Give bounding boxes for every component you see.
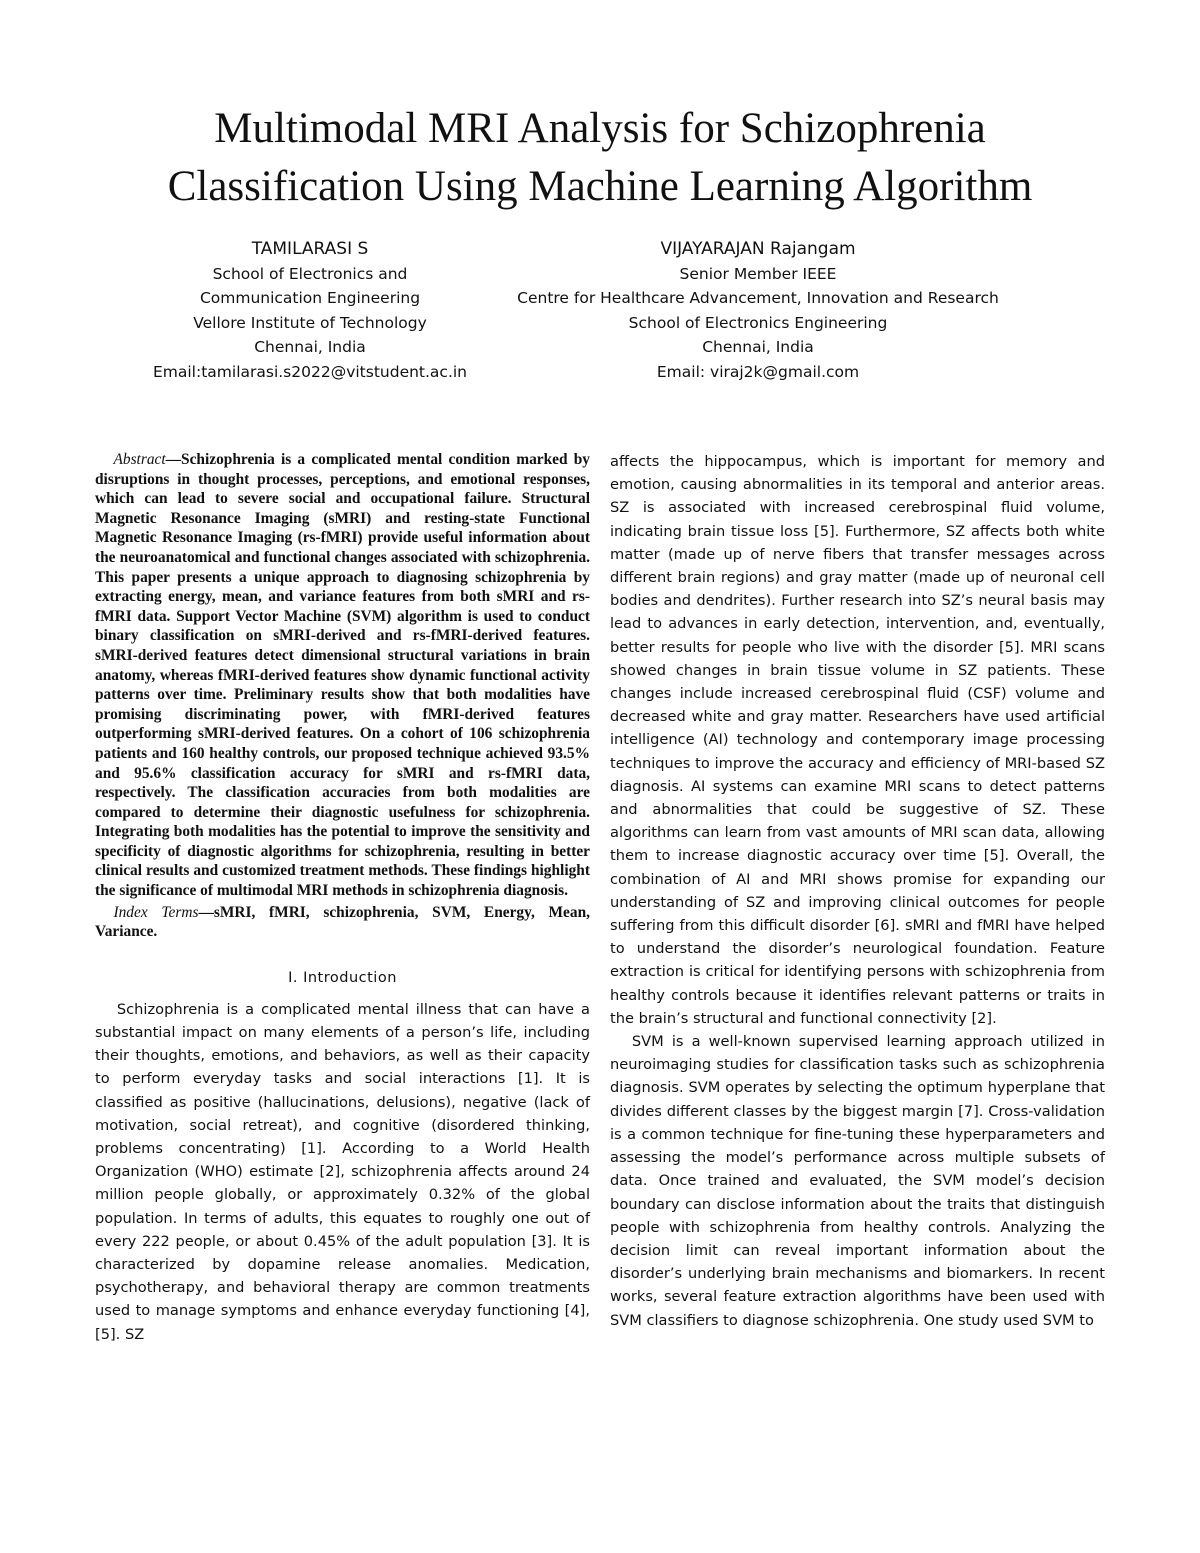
index-terms-body: —sMRI, fMRI, schizophrenia, SVM, Energy, Mean, Variance.	[95, 903, 590, 941]
author-email: Email: viraj2k@gmail.com	[656, 362, 860, 381]
author-affiliation-line: Communication Engineering	[199, 289, 421, 308]
title-line-1: Multimodal MRI Analysis for Schizophrenia	[214, 105, 986, 152]
title-line-2: Classification Using Machine Learning Algorithm	[167, 163, 1033, 210]
left-column	[95, 450, 590, 1346]
section-heading-introduction: I. Introduction	[288, 969, 397, 986]
author-name: TAMILARASI S	[251, 239, 369, 259]
author-affiliation-line: School of Electronics Engineering	[628, 313, 888, 332]
abstract	[95, 450, 590, 901]
index-terms	[95, 903, 590, 942]
intro-paragraph-1-continued: affects the hippocampus, which is important for memory and emotion, causing abnormalities in its temporal and anterior areas. SZ is associated with increased cerebrospinal fluid volume, indicating brain tissue loss [5]. Furthermore, SZ affects both white matter (made up of nerve fibers that transfer messages across different brain regions) and gray matter (made up of neuronal cell bodies and dendrites). Further research into SZ’s neural basis may lead to advances in early detection, intervention, and, eventually, better results for people who live with the disorder [5]. MRI scans showed changes in brain tissue volume in SZ patients. These changes include increased cerebrospinal fluid (CSF) volume and decreased white and gray matter. Researchers have used artificial intelligence (AI) technology and contemporary image processing techniques to improve the accuracy and efficiency of MRI-based SZ diagnosis. AI systems can examine MRI scans to detect patterns and abnormalities that could be suggestive of SZ. These algorithms can learn from vast amounts of MRI scan data, allowing them to increase diagnostic accuracy over time [5]. Overall, the combination of AI and MRI shows promise for expanding our understanding of SZ and improving clinical outcomes for people suffering from this difficult disorder [6]. sMRI and fMRI have helped to understand the disorder’s neurological foundation. Feature extraction is critical for identifying persons with schizophrenia from healthy controls because it identifies relevant patterns or traits in the brain’s structural and functional connectivity [2].	[610, 453, 1105, 1027]
author-location: Chennai, India	[254, 338, 366, 357]
author-location: Chennai, India	[702, 338, 814, 357]
author-email: Email:tamilarasi.s2022@vitstudent.ac.in	[152, 362, 468, 381]
abstract-label: Abstract	[113, 451, 166, 468]
paper-title	[60, 100, 1140, 216]
author-affiliation-line: School of Electronics and	[212, 265, 408, 283]
intro-paragraph-2: SVM is a well-known supervised learning approach utilized in neuroimaging studies for classification tasks such as schizophrenia diagnosis. SVM operates by selecting the optimum hyperplane that divides different classes by the biggest margin [7]. Cross-validation is a common technique for fine-tuning these hyperparameters and assessing the model’s performance across multiple subsets of data. Once trained and evaluated, the SVM model’s decision boundary can disclose information about the traits that distinguish people with schizophrenia from healthy controls. Analyzing the decision limit can reveal important information about the disorder’s underlying brain mechanisms and biomarkers. In recent works, several feature extraction algorithms have been used with SVM classifiers to diagnose schizophrenia. One study used SVM to	[610, 1033, 1105, 1329]
intro-paragraph-1: Schizophrenia is a complicated mental illness that can have a substantial impact on many elements of a person’s life, including their thoughts, emotions, and behaviors, as well as their capacity to perform everyday tasks and social interactions [1]. It is classified as positive (hallucinations, delusions), negative (lack of motivation, social retreat), and cognitive (disordered thinking, problems concentrating) [1]. According to a World Health Organization (WHO) estimate [2], schizophrenia affects around 24 million people globally, or approximately 0.32% of the global population. In terms of adults, this equates to roughly one out of every 222 people, or about 0.45% of the adult population [3]. It is characterized by dopamine release anomalies. Medication, psychotherapy, and behavioral therapy are common treatments used to manage symptoms and enhance everyday functioning [4], [5]. SZ	[95, 1000, 590, 1343]
author-affiliation-line: Senior Member IEEE	[679, 265, 837, 283]
index-terms-label: Index Terms	[113, 903, 199, 921]
author-block-1	[100, 236, 520, 384]
abstract-body: —Schizophrenia is a complicated mental condition marked by disruptions in thought processes, perceptions, and emotional responses, which can lead to severe social and occupational failure. Structural Magnetic Resonance Imaging (sMRI) and resting-state Functional Magnetic Resonance Imaging (rs-fMRI) provide useful information about the neuroanatomical and functional changes associated with schizophrenia. This paper presents a unique approach to diagnosing schizophrenia by extracting energy, mean, and variance features from both sMRI and rs-fMRI data. Support Vector Machine (SVM) algorithm is used to conduct binary classification on sMRI-derived and rs-fMRI-derived features. sMRI-derived features detect dimensional structural variations in brain anatomy, whereas fMRI-derived features show dynamic functional activity patterns over time. Preliminary results show that both modalities have promising discriminating power, with fMRI-derived features outperforming sMRI-derived features. On a cohort of 106 schizophrenia patients and 160 healthy controls, our proposed technique achieved 93.5% and 95.6% classification accuracy for sMRI and rs-fMRI data, respectively. The classification accuracies from both modalities are compared to determine their diagnostic usefulness for schizophrenia. Integrating both modalities has the potential to improve the sensitivity and specificity of diagnostic algorithms for schizophrenia, resulting in better clinical results and customized treatment methods. These findings highlight the significance of multimodal MRI methods in schizophrenia diagnosis.	[95, 451, 590, 900]
author-affiliation-line: Centre for Healthcare Advancement, Innovation and Research	[517, 289, 999, 308]
right-column	[610, 450, 1105, 1332]
author-block-2	[458, 236, 1058, 384]
author-affiliation-line: Vellore Institute of Technology	[193, 313, 427, 332]
author-name: VIJAYARAJAN Rajangam	[660, 239, 856, 259]
